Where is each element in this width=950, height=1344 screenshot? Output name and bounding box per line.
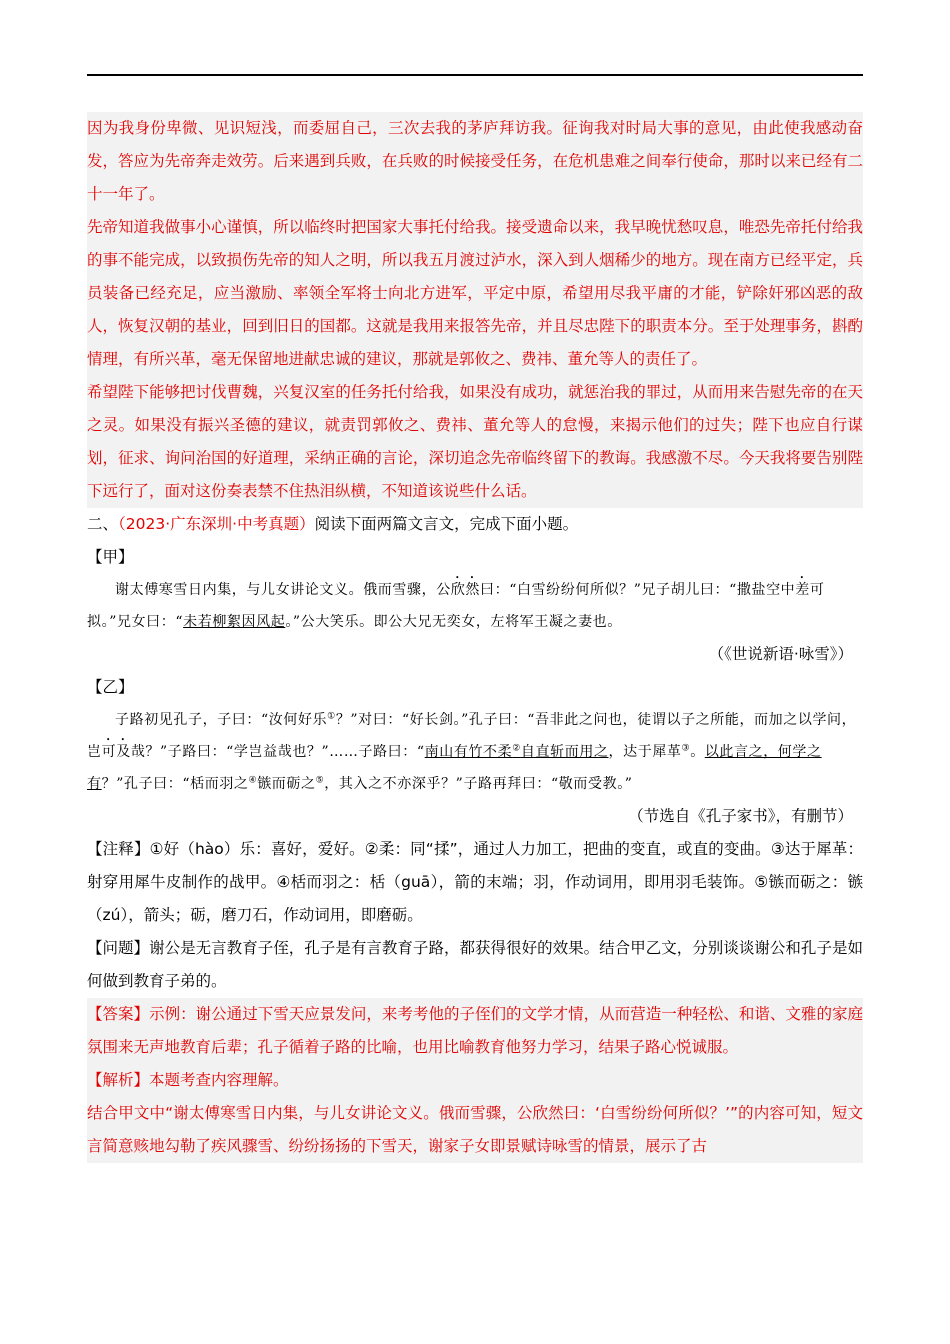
underlined-sentence-yi-1: 南山有竹不柔②自直斩而用之 (424, 743, 609, 760)
passage-jia-heading: 【甲】 (87, 548, 134, 566)
note-ref-4: ④ (248, 775, 258, 786)
emphasis-keji: 可及 (101, 744, 131, 760)
passage-yi-text: 子路初见孔子，子曰：“汝何好乐①？”对曰：“好长剑。”孔子曰：“吾非此之问也，徒谓以子之所能，而加之以学问，岂可及哉？”子路曰：“学岂益哉也？”……子路曰：“南山有竹不柔②自直斩而用之，达于犀革③。以此言之，何学之有？”孔子曰：“栝而羽之④镞而砺之⑤，其入之不亦深乎？”子路再拜曰：“敬而受教。” (87, 711, 857, 792)
emphasis-cha: 差 (795, 582, 810, 598)
question-header (87, 508, 863, 541)
emphasis-xinran: 欣然 (450, 582, 481, 598)
translation-paragraph-1: 因为我身份卑微、见识短浅，而委屈自己，三次去我的茅庐拜访我。征询我对时局大事的意见，由此使我感动奋发，答应为先帝奔走效劳。后来遇到兵败，在兵败的时候接受任务，在危机患难之间奉行使命，那时以来已经有二十一年了。 (87, 119, 863, 203)
answer-block (87, 998, 863, 1163)
underlined-sentence-jia: 未若柳絮因风起 (183, 614, 286, 630)
note-ref-1: ① (327, 711, 336, 722)
question-prompt: 阅读下面两篇文言文，完成下面小题。 (314, 515, 579, 533)
header-rule (87, 74, 863, 76)
document-body (87, 112, 863, 1163)
passage-jia-source: （《世说新语·咏雪》） (708, 645, 853, 663)
note-ref-2: ② (512, 743, 521, 754)
analysis-text: 结合甲文中“谢太傅寒雪日内集，与儿女讲论文义。俄而雪骤，公欣然曰：‘白雪纷纷何所似？’”的内容可知，短文言简意赅地勾勒了疾风骤雪、纷纷扬扬的下雪天，谢家子女即景赋诗咏雪的情景，展示了古 (87, 1104, 863, 1155)
note-ref-5: ⑤ (315, 775, 325, 786)
translation-paragraph-2: 先帝知道我做事小心谨慎，所以临终时把国家大事托付给我。接受遗命以来，我早晚忧愁叹息，唯恐先帝托付给我的事不能完成，以致损伤先帝的知人之明，所以我五月渡过泸水，深入到人烟稀少的地方。现在南方已经平定，兵员装备已经充足，应当激励、率领全军将士向北方进军，平定中原，希望用尽我平庸的才能，铲除奸邪凶恶的敌人，恢复汉朝的基业，回到旧日的国都。这就是我用来报答先帝，并且尽忠陛下的职责本分。至于处理事务，斟酌情理，有所兴革，毫无保留地进献忠诚的建议，那就是郭攸之、费祎、董允等人的责任了。 (87, 218, 863, 368)
question-number: 二、 (87, 515, 119, 533)
underlined-sentence-yi-2: 以此言之，何学之有 (87, 744, 822, 792)
passage-yi-source: （节选自《孔子家书》，有删节） (628, 807, 853, 825)
translation-block (87, 112, 863, 508)
notes: 【注释】①好（hào）乐：喜好，爱好。②柔：同“揉”，通过人力加工，把曲的变直，或直的变曲。③达于犀革：射穿用犀牛皮制作的战甲。④栝而羽之：栝（guā），箭的末端；羽，作动词用，即用羽毛装饰。⑤镞而砺之：镞（zú），箭头；砺，磨刀石，作动词用，即磨砺。 (87, 840, 863, 924)
translation-paragraph-3: 希望陛下能够把讨伐曹魏，兴复汉室的任务托付给我，如果没有成功，就惩治我的罪过，从而用来告慰先帝的在天之灵。如果没有振兴圣德的建议，就责罚郭攸之、费祎、董允等人的怠慢，来揭示他们的过失；陛下也应自行谋划，征求、询问治国的好道理，采纳正确的言论，深切追念先帝临终留下的教诲。我感激不尽。今天我将要告别陛下远行了，面对这份奏表禁不住热泪纵横，不知道该说些什么话。 (87, 383, 863, 500)
analysis-label: 【解析】本题考查内容理解。 (87, 1071, 289, 1089)
passage-jia-text: 谢太傅寒雪日内集，与儿女讲论文义。俄而雪骤，公欣然曰：“白雪纷纷何所似？”兄子胡儿曰：“撒盐空中差可拟。”兄女曰：“未若柳絮因风起。”公大笑乐。即公大兄无奕女，左将军王凝之妻也。 (87, 582, 825, 630)
passage-yi-heading: 【乙】 (87, 678, 134, 696)
problem: 【问题】谢公是无言教育子侄，孔子是有言教育子路，都获得很好的效果。结合甲乙文，分别谈谈谢公和孔子是如何做到教育子弟的。 (87, 939, 863, 990)
answer: 【答案】示例：谢公通过下雪天应景发问，来考考他的子侄们的文学才情，从而营造一种轻松、和谐、文雅的家庭氛围来无声地教育后辈；孔子循着子路的比喻，也用比喻教育他努力学习，结果子路心悦诚服。 (87, 1005, 863, 1056)
question-source: （2023·广东深圳·中考真题） (118, 515, 315, 533)
note-ref-3: ③ (681, 743, 691, 754)
